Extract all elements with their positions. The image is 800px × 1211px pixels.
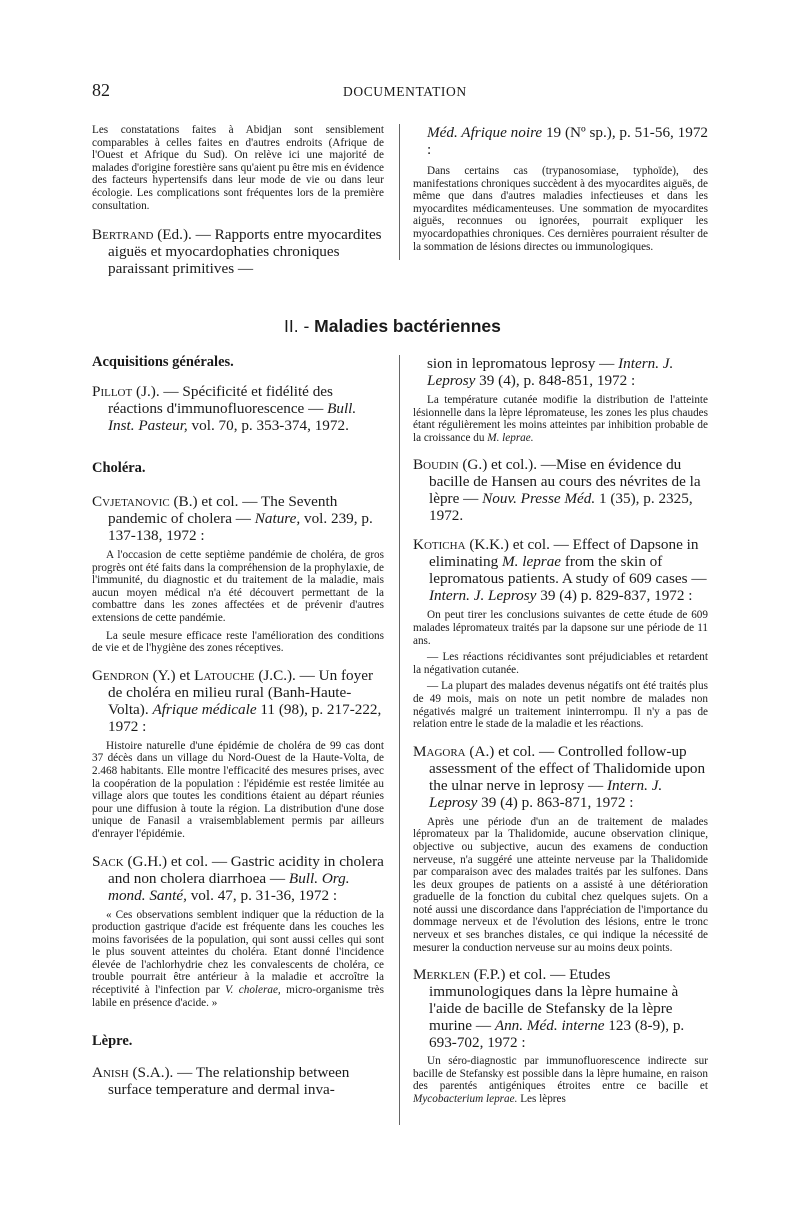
ref-text: (A.) et col. — Controlled follow-up assessment of the effect of Thalidomide upon the ulnar nerve in leprosy — [429, 742, 706, 794]
journal: Méd. Afrique noire [427, 124, 543, 141]
citation: vol. 47, p. 31-36, 1972 : [186, 886, 338, 904]
page-number: 82 [92, 80, 110, 100]
author: Anish [92, 1064, 129, 1082]
ref-text: (J.). — Spécificité et fidélité des réactions d'immunofluorescence — [108, 383, 333, 417]
species: V. cholerae, [225, 984, 281, 997]
author: Sack [92, 852, 124, 870]
author: Boudin [413, 456, 459, 474]
ref-text: (K.K.) et col. — Effect of Dapsone in eliminating [429, 536, 699, 571]
journal: Bull. Org. mond. Santé, [108, 869, 350, 904]
ref-text: (J.C.). — Un foyer de choléra en milieu rural (Banh-Haute-Volta). [108, 666, 374, 718]
journal: Bull. Inst. Pasteur, [108, 400, 357, 434]
ref-text: (B.) et col. — The Seventh pandemic of cholera — [108, 493, 338, 527]
author: Cvjetanovic [92, 493, 170, 510]
abidjan-paragraph: Les constatations faites à Abidjan sont sensiblement comparables à celles faites en d'autres endroits (Afrique de l'Ouest et Afrique du Sud). On relève ici une majorité de malades d'origine forestière sans qu'aient pu être mis en évidence des facteurs hypertensifs dans leur mode de vie ou dans leur écologie. Les complications sont fréquentes lors de la première consultation. [92, 124, 385, 212]
species: M. leprae. [487, 431, 534, 444]
bertrand-abstract: Dans certains cas (trypanosomiase, typhoïde), des manifestations chroniques succèdent à des myocardites aiguës, de même que dans d'autres maladies infectieuses et dans les myocardites médicamenteuses. Une sommation de myocardites aiguës, reconnues ou ignorées, pourrait expliquer les myocardopathies chroniques. Ces dernières pourraient résulter de la sommation de lésions directes ou immunologiques. [413, 165, 708, 253]
top-left-column [92, 124, 384, 277]
species: M. leprae [501, 553, 562, 571]
cvjetanovic-reference [92, 493, 384, 544]
abstract-text: Un séro-diagnostic par immunofluorescence indirecte sur bacille de Stefansky est possible dans la lèpre humaine, en raison des parentés antigéniques étroites entre ce bacille et [413, 1055, 708, 1093]
author: Merklen [413, 966, 470, 984]
boudin-reference [413, 456, 708, 524]
section-number: II. - [284, 316, 315, 336]
citation: 11 (98), p. 217-222, 1972 : [108, 700, 382, 735]
running-title: DOCUMENTATION [343, 84, 467, 99]
bertrand-journal [427, 124, 708, 158]
magora-reference [413, 743, 708, 811]
journal: Afrique médicale [152, 700, 257, 718]
anish-reference [92, 1064, 384, 1098]
heading-acquisitions: Acquisitions générales. [92, 354, 234, 370]
merklen-abstract [413, 1055, 708, 1105]
journal: Intern. J. Leprosy [429, 587, 537, 605]
pillot-reference [92, 383, 384, 434]
gendron-abstract: Histoire naturelle d'une épidémie de choléra de 99 cas dont 37 décès dans un village du Nord-Ouest de la Haute-Volta, de 2.468 habitants. Elle montre l'efficacité des mesures prises, avec la coopération de la population : l'épidémie est restée limitée au village alors que toutes les conditions étaient au départ réunies pour une diffusion à toute la région. La distribution d'une dose unique de Fanasil a vraisemblablement permis par ailleurs d'enrayer l'épidémie. [92, 739, 384, 840]
citation: vol. 239, p. 137-138, 1972 : [108, 510, 373, 544]
ref-text: (G.H.) et col. — Gastric acidity in cholera and non cholera diarrhoea — [108, 852, 384, 887]
journal: Nature, [254, 510, 301, 527]
author: Bertrand [92, 226, 154, 244]
author: Magora [413, 742, 466, 760]
ref-text: (Y.) et [148, 666, 195, 684]
anish-abstract [413, 394, 708, 444]
abstract-text: « Ces observations semblent indiquer que la réduction de la production gastrique d'acide est fréquente dans les couches les moins favorisées de la population, qui sont aussi celles qui sont le plus souvent atteintes du choléra. Etant donné l'incidence élevée de l'achlorhydrie chez les convalescents de choléra, ce trouble pourrait être antérieur à la maladie et accroître la réceptivité à l'infection par [92, 908, 384, 997]
citation: 39 (4) p. 863-871, 1972 : [477, 793, 634, 811]
column-divider-main [399, 355, 400, 1125]
abstract-text: micro-organisme très labile en présence d'acide. » [92, 984, 384, 1009]
koticha-abstract-1: On peut tirer les conclusions suivantes de cette étude de 609 malades lépromateux traités par la dapsone sur une période de 11 ans. [413, 609, 708, 647]
citation: 39 (4) p. 829-837, 1972 : [536, 587, 693, 605]
author: Pillot [92, 383, 133, 400]
citation: 1 (35), p. 2325, 1972. [429, 490, 693, 525]
journal: Nouv. Presse Méd. [482, 490, 596, 508]
column-divider-top [399, 124, 400, 260]
anish-reference-cont [427, 355, 708, 389]
ref-text: (F.P.) et col. — Etudes immunologiques dans la lèpre humaine à l'aide de bacille de Stefansky de la lèpre murine — [429, 966, 679, 1035]
ref-text: (Ed.). — Rapports entre myocardites aiguës et myocardophaties chroniques paraissant primitives — [108, 226, 382, 278]
koticha-abstract-2: — Les réactions récidivantes sont préjudiciables et retardent la négativation cutanée. [413, 651, 708, 676]
author: Latouche [194, 666, 255, 684]
cvjetanovic-abstract-1: A l'occasion de cette septième pandémie de choléra, de gros progrès ont été faits dans la compréhension de la prophylaxie, de l'immunité, du diagnostic et du traitement de la maladie, mais aucun moyen médical n'a été découvert permettant de la combattre dans les zones affectées et de prévenir d'autres extensions de cette pandémie. [92, 549, 384, 624]
gendron-reference [92, 667, 384, 735]
ref-text: (G.) et col.). —Mise en évidence du bacille de Hansen au cours des névrites de la lèpre — [429, 456, 701, 508]
merklen-reference [413, 966, 708, 1051]
author: Gendron [92, 666, 149, 684]
cvjetanovic-abstract-2: La seule mesure efficace reste l'amélioration des conditions de vie et de l'hygiène des zones réceptives. [92, 629, 384, 655]
koticha-reference [413, 536, 708, 604]
ref-text: from the skin of lepromatous patients. A study of 609 cases — [429, 553, 707, 588]
right-column [413, 355, 708, 1106]
abstract-text: La température cutanée modifie la distribution de l'atteinte lésionnelle dans la lèpre lépromateuse, les zones les plus chaudes étant régulièrement les moins atteintes par inhibition probable de la croissance du [413, 394, 708, 444]
koticha-abstract-3: — La plupart des malades devenus négatifs ont été traités plus de 49 mois, mais on note un petit nombre de malades non négativés malgré un traitement ininterrompu. Il n'y a pas de relation entre le stade de la maladie et les réactions. [413, 680, 708, 731]
citation: vol. 70, p. 353-374, 1972. [187, 417, 349, 434]
magora-abstract: Après une période d'un an de traitement de malades lépromateux par la Thalidomide, aucune observation clinique, objective ou subjective, aucun des examens de conduction nerveuse, n'a suggéré une atteinte nerveuse par la Thalidomide par comparaison avec des malades traités par les sulfones. Dans les deux groupes de patients on a assisté à une détérioration graduelle de la fonction du cubital chez quelques sujets. On a noté aussi une discordance dans l'appréciation de l'importance du dommage nerveux et de l'évolution des lésions, entre le tronc nerveux et ses branches distales, ce qui indique la nécessité de mesurer la conduction nerveuse sur au moins deux points. [413, 815, 708, 954]
journal: Intern. J. Leprosy [429, 776, 663, 811]
ref-text: sion in lepromatous leprosy — [427, 355, 619, 372]
heading-lepre: Lèpre. [92, 1033, 133, 1050]
abstract-text: Les lèpres [517, 1093, 566, 1106]
sack-abstract [92, 909, 384, 1010]
sack-reference [92, 853, 384, 904]
section-heading [284, 316, 501, 337]
species: Mycobacterium leprae. [413, 1093, 518, 1106]
bertrand-reference [92, 226, 384, 277]
ref-text: (S.A.). — The relationship between surface temperature and dermal inva- [108, 1064, 350, 1099]
citation: 19 (Nº sp.), p. 51-56, 1972 : [427, 124, 709, 158]
left-column [92, 354, 384, 1098]
top-right-column [413, 124, 708, 253]
section-title: Maladies bactériennes [314, 316, 501, 336]
citation: 39 (4), p. 848-851, 1972 : [475, 372, 636, 389]
author: Koticha [413, 536, 466, 554]
heading-cholera: Choléra. [92, 460, 146, 476]
journal: Intern. J. Leprosy [427, 355, 674, 389]
journal: Ann. Méd. interne [494, 1017, 605, 1035]
citation: 123 (8-9), p. 693-702, 1972 : [429, 1017, 685, 1052]
